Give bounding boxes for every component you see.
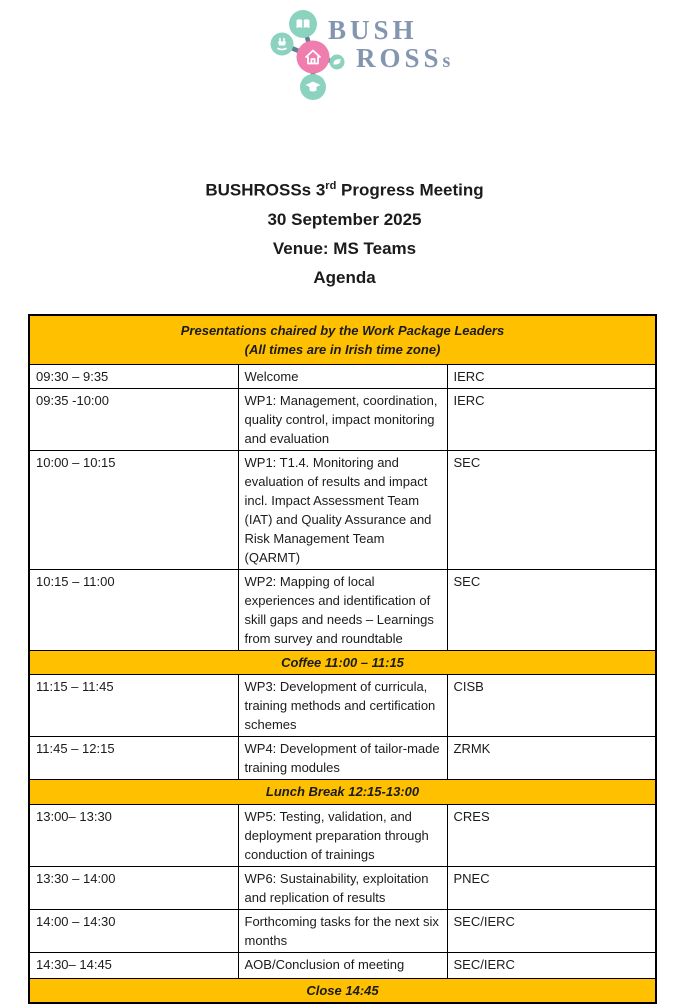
time-cell: 11:45 – 12:15 (29, 736, 238, 779)
table-header-cell (29, 315, 656, 364)
agenda-row (29, 569, 656, 650)
lead-cell: SEC/IERC (447, 952, 656, 978)
time-cell: 14:30– 14:45 (29, 952, 238, 978)
break-label: Lunch Break 12:15-13:00 (29, 779, 656, 804)
lead-cell: CRES (447, 804, 656, 866)
table-header-row (29, 315, 656, 364)
lead-cell: ZRMK (447, 736, 656, 779)
bushrosss-logo (262, 4, 472, 116)
agenda-row (29, 364, 656, 388)
topic-cell: WP6: Sustainability, exploitation and replication of results (238, 866, 447, 909)
break-row (29, 650, 656, 674)
agenda-row (29, 909, 656, 952)
agenda-row (29, 952, 656, 978)
time-cell: 09:30 – 9:35 (29, 364, 238, 388)
meeting-title-ordinal: rd (325, 180, 337, 192)
close-row (29, 978, 656, 1003)
lead-cell: PNEC (447, 866, 656, 909)
agenda-row (29, 450, 656, 569)
agenda-row (29, 804, 656, 866)
lead-cell: SEC/IERC (447, 909, 656, 952)
logo-wordmark-line2 (356, 44, 450, 75)
topic-cell: Welcome (238, 364, 447, 388)
logo-node-center (297, 41, 330, 74)
agenda-row (29, 736, 656, 779)
topic-cell: WP1: Management, coordination, quality control, impact monitoring and evaluation (238, 388, 447, 450)
time-cell: 13:30 – 14:00 (29, 866, 238, 909)
logo-wordmark-line1: BUSH (328, 15, 418, 45)
logo-node-top (289, 10, 317, 38)
topic-cell: Forthcoming tasks for the next six months (238, 909, 447, 952)
table-header-line2: (All times are in Irish time zone) (244, 341, 441, 357)
topic-cell: WP1: T1.4. Monitoring and evaluation of results and impact incl. Impact Assessment Team (IAT) and Quality Assurance and Risk Management Team (QARMT) (238, 450, 447, 569)
logo-wordmark-line2-caps: ROSS (356, 43, 443, 73)
meeting-title-suffix: Progress Meeting (336, 180, 484, 200)
logo-wordmark (328, 16, 450, 75)
meeting-venue: Venue: MS Teams (272, 238, 417, 258)
topic-cell: WP5: Testing, validation, and deployment preparation through conduction of trainings (238, 804, 447, 866)
meeting-date: 30 September 2025 (267, 209, 422, 229)
break-label: Coffee 11:00 – 11:15 (29, 650, 656, 674)
agenda-table (28, 314, 657, 1004)
time-cell: 09:35 -10:00 (29, 388, 238, 450)
table-header-line1: Presentations chaired by the Work Package Leaders (180, 322, 505, 338)
close-label: Close 14:45 (29, 978, 656, 1003)
topic-cell: AOB/Conclusion of meeting (238, 952, 447, 978)
logo-wordmark-line2-small-s: s (442, 50, 451, 72)
time-cell: 10:00 – 10:15 (29, 450, 238, 569)
break-row (29, 779, 656, 804)
meeting-title-prefix: BUSHROSSs 3 (205, 180, 326, 200)
agenda-row (29, 674, 656, 736)
lead-cell: IERC (447, 388, 656, 450)
agenda-row (29, 866, 656, 909)
time-cell: 13:00– 13:30 (29, 804, 238, 866)
time-cell: 10:15 – 11:00 (29, 569, 238, 650)
agenda-row (29, 388, 656, 450)
topic-cell: WP3: Development of curricula, training methods and certification schemes (238, 674, 447, 736)
lead-cell: IERC (447, 364, 656, 388)
lead-cell: SEC (447, 569, 656, 650)
time-cell: 14:00 – 14:30 (29, 909, 238, 952)
agenda-heading: Agenda (313, 267, 376, 287)
topic-cell: WP2: Mapping of local experiences and identification of skill gaps and needs – Learnings from survey and roundtable (238, 569, 447, 650)
meeting-title (0, 172, 689, 205)
time-cell: 11:15 – 11:45 (29, 674, 238, 736)
lead-cell: CISB (447, 674, 656, 736)
lead-cell: SEC (447, 450, 656, 569)
topic-cell: WP4: Development of tailor-made training modules (238, 736, 447, 779)
title-block (0, 172, 689, 292)
